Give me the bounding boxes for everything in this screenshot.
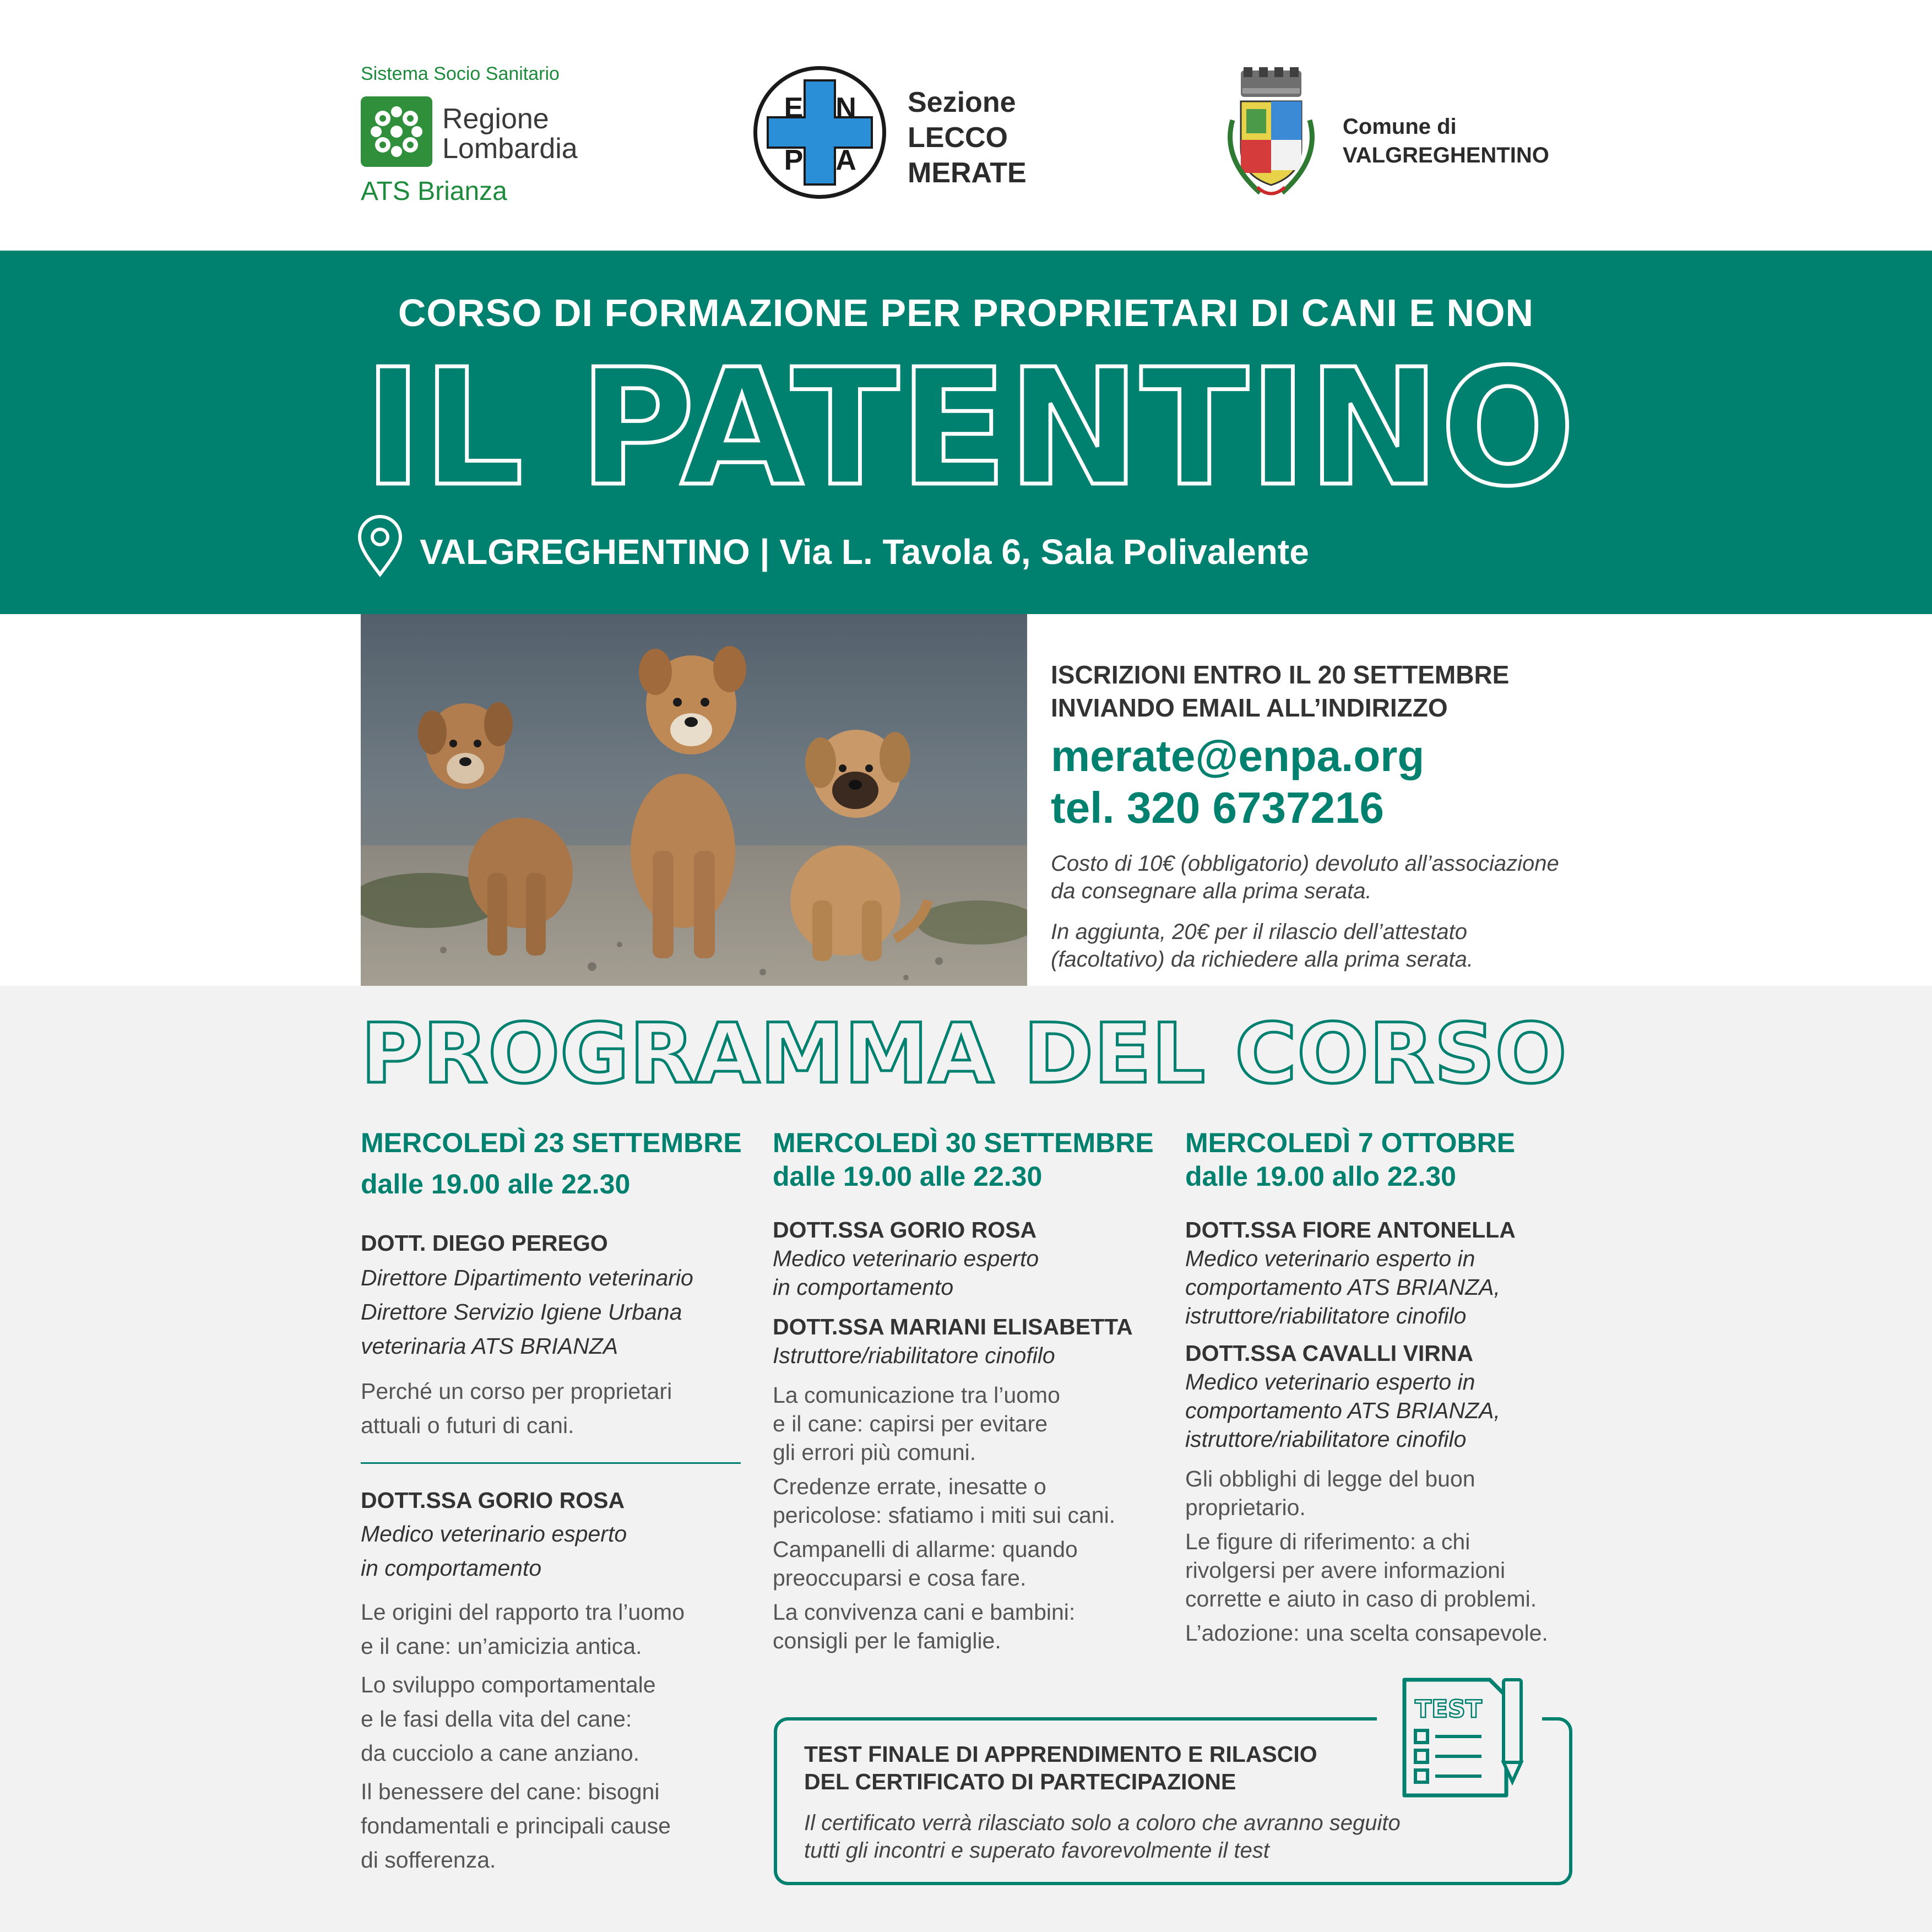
comune-label: Comune di VALGREGHENTINO [1343, 115, 1549, 167]
lombardy-rose-icon [361, 96, 432, 167]
session-time: dalle 19.00 allo 22.30 [1185, 1161, 1456, 1192]
coat-of-arms-icon [1216, 65, 1326, 204]
enpa-letter-p: P [784, 144, 804, 176]
speaker-role: Istruttore/riabilitatore cinofilo [773, 1343, 1055, 1368]
certificate-cost-note: In aggiunta, 20€ per il rilascio dell’attestato (facoltativo) da richiedere alla prima serata. [1051, 920, 1474, 972]
test-icon-label: TEST [1415, 1695, 1482, 1723]
contact-phone-link[interactable]: tel. 320 6737216 [1051, 783, 1384, 832]
cost-note: Costo di 10€ (obbligatorio) devoluto all’associazione da consegnare alla prima serata. [1051, 851, 1559, 903]
regione-top-label: Sistema Socio Sanitario [361, 63, 560, 84]
session-topic: Perché un corso per proprietari attuali o futuri di cani. [361, 1379, 672, 1438]
speaker-name: DOTT.SSA GORIO ROSA [361, 1488, 625, 1513]
session-topic: Le figure di riferimento: a chi rivolgersi per avere informazioni corrette e aiuto in caso di problemi. [1185, 1529, 1537, 1611]
program-title-text: PROGRAMMA DEL CORSO [361, 1008, 1567, 1096]
speaker-name: DOTT.SSA CAVALLI VIRNA [1185, 1341, 1474, 1366]
enpa-cross-icon [752, 65, 887, 200]
session-date: MERCOLEDÌ 23 SETTEMBRE [361, 1127, 742, 1158]
session-column-1 [361, 1126, 746, 1877]
speaker-role: Direttore Dipartimento veterinario Direttore Servizio Igiene Urbana veterinaria ATS BRIANZA [361, 1265, 693, 1359]
venue-address: VALGREGHENTINO | Via L. Tavola 6, Sala Polivalente [420, 532, 1309, 572]
session-topic: Credenze errate, inesatte o pericolose: sfatiamo i miti sui cani. [773, 1474, 1116, 1528]
header [0, 0, 1932, 251]
session-topic: Il benessere del cane: bisogni fondamentali e principali cause di sofferenza. [361, 1779, 671, 1873]
enpa-letter-a: A [835, 144, 856, 176]
session-date: MERCOLEDÌ 7 OTTOBRE [1185, 1127, 1516, 1158]
speaker-name: DOTT.SSA GORIO ROSA [773, 1217, 1037, 1242]
session-topic: La comunicazione tra l’uomo e il cane: capirsi per evitare gli errori più comuni. [773, 1382, 1060, 1465]
session-topic: Lo sviluppo comportamentale e le fasi della vita del cane: da cucciolo a cane anziano. [361, 1672, 656, 1766]
course-title [352, 341, 1586, 507]
program-title [361, 1008, 1572, 1096]
registration-info [1051, 658, 1712, 973]
session-topic: Gli obblighi di legge del buon proprietario. [1185, 1466, 1475, 1520]
enpa-letter-e: E [784, 92, 804, 124]
regione-lombardia-logo [361, 63, 614, 207]
course-title-text: IL PATENTINO [363, 341, 1575, 507]
regione-name: Regione Lombardia [442, 103, 578, 165]
test-checklist-icon [1393, 1669, 1534, 1801]
speaker-name: DOTT.SSA MARIANI ELISABETTA [773, 1314, 1133, 1339]
registration-heading: ISCRIZIONI ENTRO IL 20 SETTEMBRE INVIANDO EMAIL ALL’INDIRIZZO [1051, 660, 1510, 722]
session-topic: Campanelli di allarme: quando preoccuparsi e cosa fare. [773, 1537, 1078, 1591]
speaker-name: DOTT. DIEGO PEREGO [361, 1230, 608, 1256]
enpa-section-label: Sezione LECCO MERATE [908, 86, 1027, 189]
session-topic: La convivenza cani e bambini: consigli per le famiglie. [773, 1599, 1076, 1653]
speaker-role: Medico veterinario esperto in comportamento [361, 1521, 627, 1581]
speaker-role: Medico veterinario esperto in comportamento [773, 1246, 1039, 1300]
session-time: dalle 19.00 alle 22.30 [361, 1169, 631, 1200]
session-topic: Le origini del rapporto tra l’uomo e il cane: un’amicizia antica. [361, 1599, 685, 1659]
section-divider [361, 1462, 741, 1464]
enpa-letter-n: N [835, 92, 856, 124]
ats-brianza-label: ATS Brianza [361, 177, 507, 206]
speaker-role: Medico veterinario esperto in comportamento ATS BRIANZA, istruttore/riabilitatore cinofilo [1185, 1369, 1500, 1452]
map-pin-icon [355, 515, 405, 578]
session-date: MERCOLEDÌ 30 SETTEMBRE [773, 1127, 1154, 1158]
session-topic: L’adozione: una scelta consapevole. [1185, 1620, 1548, 1646]
course-subtitle: CORSO DI FORMAZIONE PER PROPRIETARI DI CANI E NON [398, 291, 1534, 334]
comune-logo [1216, 65, 1602, 208]
final-test-note: Il certificato verrà rilasciato solo a coloro che avranno seguito tutti gli incontri e superato favorevolmente il test [804, 1811, 1401, 1863]
final-test-title: TEST FINALE DI APPRENDIMENTO E RILASCIO DEL CERTIFICATO DI PARTECIPAZIONE [804, 1741, 1317, 1794]
enpa-logo [752, 65, 1061, 203]
speaker-name: DOTT.SSA FIORE ANTONELLA [1185, 1217, 1516, 1242]
speaker-role: Medico veterinario esperto in comportamento ATS BRIANZA, istruttore/riabilitatore cinofilo [1185, 1246, 1500, 1328]
session-time: dalle 19.00 alle 22.30 [773, 1161, 1043, 1192]
session-column-3 [1185, 1126, 1571, 1647]
session-column-2 [773, 1126, 1158, 1655]
puppies-photo [361, 614, 1027, 986]
contact-email-link[interactable]: merate@enpa.org [1051, 731, 1425, 780]
